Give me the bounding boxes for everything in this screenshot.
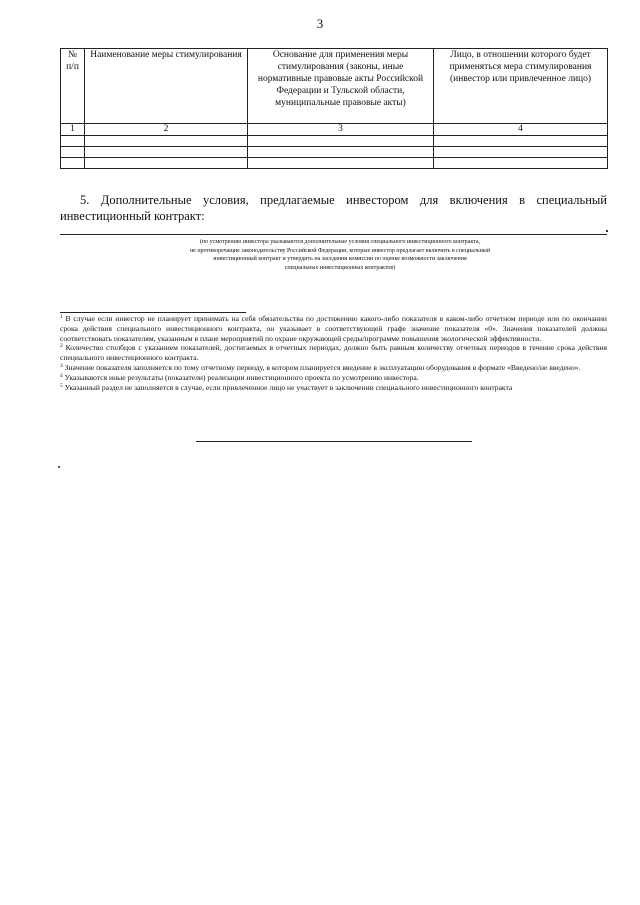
header-legal-basis: Основание для применения меры стимулирования (законы, иные нормативные правовые акты Российской Федерации и Тульской области, муниципальные правовые акты)	[248, 49, 434, 124]
footnote-1	[60, 314, 607, 343]
section-5-line-1: 5. Дополнительные условия, предлагаемые инвестором для включения в специальный	[80, 193, 607, 207]
table-row	[61, 147, 608, 158]
footnote-text: В случае если инвестор не планирует принимать на себя обязательства по достижению какого-либо показателя в каком-либо отчетном периоде или по окончании срока действия специального инвестиционного контракта, он указывает в соответствующей графе значение показателя «0». Значения показателей должны соответствовать показателям, указанным в плане мероприятий по охране окружающей среды/программе повышения экологической эффективности.	[60, 314, 607, 343]
incentive-measures-table	[60, 48, 608, 169]
header-measure-name: Наименование меры стимулирования	[85, 49, 248, 124]
footnote-3	[60, 363, 607, 373]
footnote-mark: 5	[60, 382, 63, 389]
scan-artifact	[58, 466, 60, 468]
instruction-note-line-4: специальных инвестиционных контрактов)	[284, 264, 396, 271]
footnote-mark: 1	[60, 314, 63, 320]
footnote-4	[60, 373, 607, 383]
section-5-line-2: инвестиционный контракт:	[60, 209, 205, 223]
footnote-mark: 4	[60, 372, 63, 379]
footnote-text: Указываются иные результаты (показатели) реализации инвестиционного проекта по усмотрению инвестора.	[64, 372, 419, 382]
footnote-text: Указанный раздел не заполняется в случае, если привлеченное лицо не участвует в заключении специального инвестиционного контракта	[64, 382, 513, 392]
footnote-mark: 2	[60, 343, 63, 350]
instruction-note-line-2: не противоречащие законодательству Российской Федерации, которые инвестор предлагает включить в специальный	[189, 247, 491, 254]
footnote-2	[60, 343, 607, 363]
instruction-note-line-3: инвестиционный контракт и утвердить на заседании комиссии по оценке возможности заключения	[213, 256, 467, 262]
footnote-text: Значение показателя заполняется по тому отчетному периоду, в котором планируется введение в эксплуатацию оборудования в формате «Введено/не введено».	[64, 362, 581, 372]
footnote-separator	[60, 312, 246, 313]
table-header-row	[61, 49, 608, 124]
footnote-text: Количество столбцов с указанием показателей, достигаемых в отчетных периодах, должно быть равным количеству отчетных периодов в течение срока действия специального инвестиционного контракта.	[60, 343, 607, 363]
column-number-2: 2	[85, 124, 248, 136]
column-number-3: 3	[248, 124, 434, 136]
header-beneficiary: Лицо, в отношении которого будет применяться мера стимулирования (инвестор или привлеченное лицо)	[434, 49, 608, 124]
table-row	[61, 158, 608, 169]
instruction-note	[100, 238, 580, 272]
column-number-row	[61, 124, 608, 136]
footnotes	[60, 314, 607, 392]
column-number-1: 1	[61, 124, 85, 136]
footnote-mark: 3	[60, 362, 63, 369]
section-5-heading	[60, 192, 607, 224]
header-number: № п/п	[61, 49, 85, 124]
page-number: 3	[316, 16, 324, 31]
footnote-5	[60, 383, 607, 393]
fill-in-line	[60, 234, 607, 235]
table-row	[61, 136, 608, 147]
instruction-note-line-1: (по усмотрению инвестора указываются дополнительные условия специального инвестиционного контракта,	[199, 239, 481, 245]
column-number-4: 4	[434, 124, 608, 136]
tick-mark	[606, 230, 608, 232]
end-of-document-rule	[196, 441, 472, 442]
